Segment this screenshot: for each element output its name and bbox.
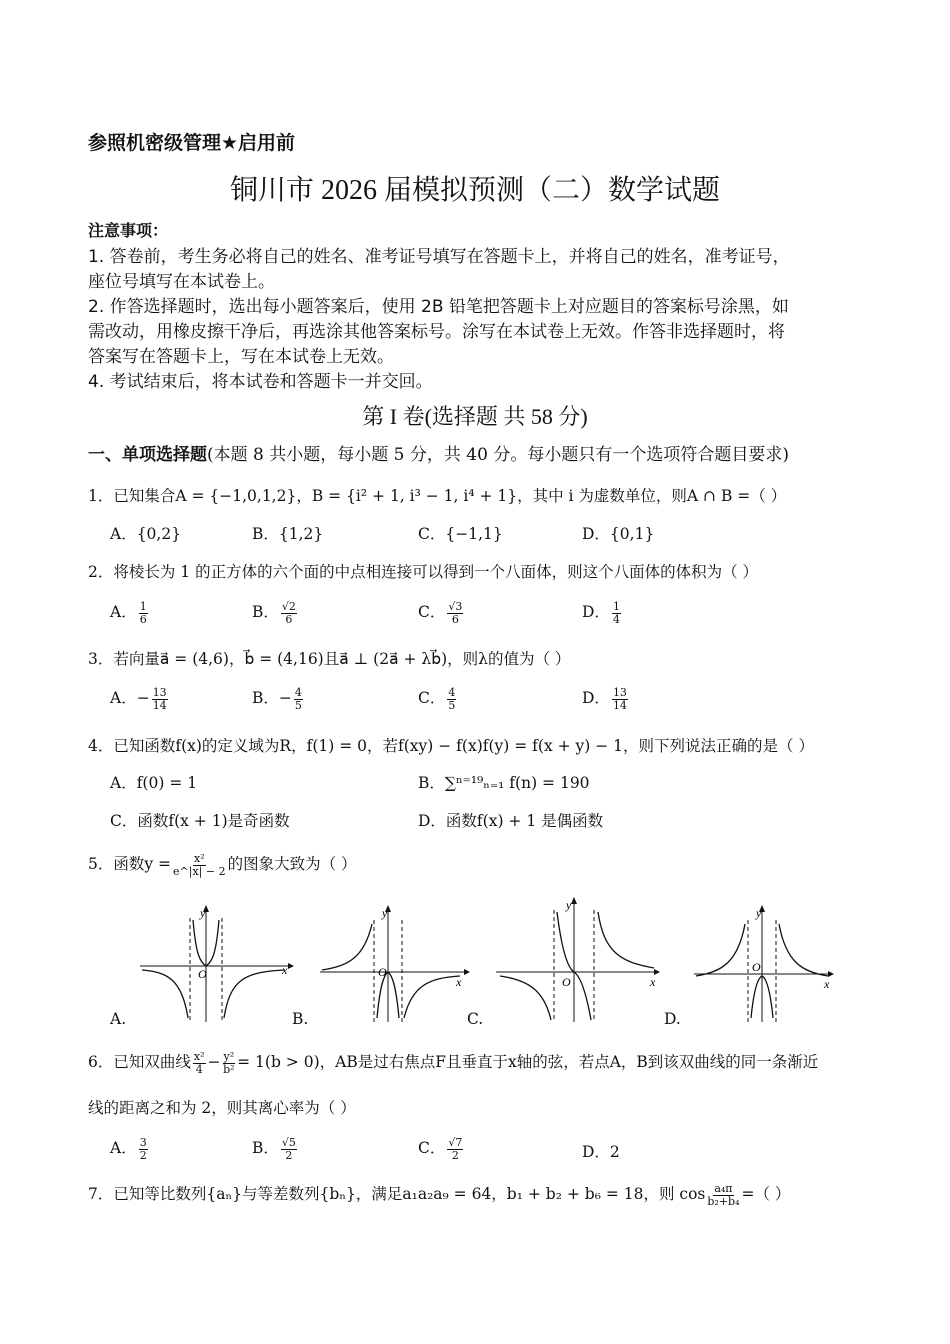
q4-option-c: C．函数f(x + 1)是奇函数	[110, 812, 290, 830]
question-2-stem: 2．将棱长为 1 的正方体的六个面的中点相连接可以得到一个八面体，则这个八面体的体积为（ ）	[88, 563, 759, 581]
q6-option-d: D．2	[582, 1143, 620, 1161]
origin-label: O	[378, 965, 387, 979]
curve-left-branch	[500, 976, 551, 1020]
question-6-stem: 6．已知双曲线 $\frac{\text{x²}}{4}$ − $\frac{\text{y²}}{\text{b²}}$ = 1(b > 0)，AB是过右焦点F且垂直于x轴的弦，若点A，B到该双曲线的同一条渐近	[88, 1049, 819, 1076]
section-title: 第 I 卷(选择题 共 58 分)	[362, 404, 588, 429]
note-2-cont: 需改动，用橡皮擦干净后，再选涂其他答案标号。涂写在本试卷上无效。作答非选择题时，将	[88, 322, 785, 342]
q6-option-a: A． $\frac{3}{2}$	[110, 1135, 147, 1162]
curve-left-branch	[142, 970, 188, 1018]
q3-option-d: D． $\frac{13}{14}$	[582, 685, 627, 712]
part-heading-desc: (本题 8 共小题，每小题 5 分，共 40 分。每小题只有一个选项符合题目要求)	[207, 445, 789, 465]
y-axis-label: y	[200, 906, 206, 920]
q2-option-b: B． $\frac{√2}{6}$	[252, 599, 296, 626]
x-axis-label: x	[456, 975, 462, 989]
part-heading	[88, 440, 789, 465]
q6-option-b: B． $\frac{√5}{2}$	[252, 1135, 296, 1162]
curve-right-branch	[779, 924, 828, 976]
q5-option-c: C.	[467, 1010, 484, 1028]
notes-heading: 注意事项：	[88, 221, 169, 240]
origin-label: O	[752, 960, 761, 974]
x-axis-label: x	[650, 975, 656, 989]
curve-right-branch	[598, 912, 654, 968]
q5-option-d: D.	[664, 1010, 681, 1028]
y-axis-label: y	[566, 898, 572, 912]
origin-label: O	[198, 967, 207, 981]
graph-option-b	[318, 900, 478, 1025]
curve-left-branch	[696, 924, 745, 976]
part-heading-label: 一、单项选择题	[88, 445, 207, 465]
note-1-cont: 座位号填写在本试卷上。	[88, 272, 275, 292]
y-axis-label: y	[756, 906, 762, 920]
q2-option-c: C． $\frac{√3}{6}$	[418, 599, 463, 626]
graph-option-c	[494, 892, 664, 1025]
q3-option-c: C． $\frac{4}{5}$	[418, 685, 456, 712]
question-4-stem: 4．已知函数f(x)的定义域为R，f(1) = 0，若f(xy) − f(x)f(y) = f(x + y) − 1，则下列说法正确的是（ ）	[88, 737, 814, 755]
q2-option-a: A． $\frac{1}{6}$	[110, 599, 147, 626]
x-axis-label: x	[824, 977, 830, 991]
q4-option-d: D．函数f(x) + 1 是偶函数	[418, 812, 604, 830]
q1-option-d: D．{0,1}	[582, 525, 655, 543]
origin-label: O	[562, 975, 571, 989]
curve-right-branch	[224, 970, 284, 1018]
question-5-stem: 5．函数y = $\frac{\text{x²}}{e\^{}|x| - 2}$ 的图象大致为（ ）	[88, 851, 357, 878]
graph-option-d	[692, 900, 842, 1025]
q4-option-a: A．f(0) = 1	[110, 774, 198, 792]
note-1: 1. 答卷前，考生务必将自己的姓名、准考证号填写在答题卡上，并将自己的姓名，准考证号，	[88, 247, 790, 267]
exam-title: 铜川市 2026 届模拟预测（二）数学试题	[229, 175, 720, 206]
question-6-stem-cont: 线的距离之和为 2，则其离心率为（ ）	[88, 1099, 356, 1117]
note-2: 2. 作答选择题时，选出每小题答案后，使用 2B 铅笔把答题卡上对应题目的答案标号涂黑，如	[88, 297, 789, 317]
confidentiality-label: 参照机密级管理★启用前	[88, 132, 296, 154]
q6-option-c: C． $\frac{√7}{2}$	[418, 1135, 463, 1162]
q2-option-d: D． $\frac{1}{4}$	[582, 599, 620, 626]
q3-option-b: B．− $\frac{4}{5}$	[252, 685, 302, 712]
x-axis-arrow	[288, 963, 294, 969]
q1-option-c: C．{−1,1}	[418, 525, 503, 543]
graph-option-a	[138, 900, 298, 1025]
x-axis-label: x	[282, 963, 288, 977]
q4-option-b: B．∑ⁿ⁼¹⁹ₙ₌₁ f(n) = 190	[418, 774, 590, 792]
x-axis-arrow	[464, 969, 470, 975]
question-3-stem: 3．若向量a⃗ = (4,6)，b⃗ = (4,16)且a⃗ ⊥ (2a⃗ + λb⃗)，则λ的值为（ ）	[88, 650, 571, 668]
note-4: 4. 考试结束后，将本试卷和答题卡一并交回。	[88, 372, 433, 392]
y-axis-label: y	[382, 906, 388, 920]
q5-option-a: A.	[110, 1010, 127, 1028]
question-7-stem: 7．已知等比数列{aₙ}与等差数列{bₙ}，满足a₁a₂a₉ = 64，b₁ + b₂ + b₆ = 18，则 cos $\frac{\text{a₄π}}{\text{b₂+b₄}}$ =（ ）	[88, 1181, 791, 1208]
question-1-stem: 1．已知集合A = {−1,0,1,2}，B = {i² + 1, i³ − 1, i⁴ + 1}，其中 i 为虚数单位，则A ∩ B =（ ）	[88, 487, 787, 505]
curve-right-branch	[404, 976, 460, 1018]
curve-left-branch	[322, 924, 372, 970]
q5-option-b: B.	[292, 1010, 309, 1028]
q3-option-a: A．− $\frac{13}{14}$	[110, 685, 167, 712]
q1-option-b: B．{1,2}	[252, 525, 324, 543]
y-axis-arrow	[571, 897, 577, 904]
q1-option-a: A．{0,2}	[110, 525, 182, 543]
note-2-cont2: 答案写在答题卡上，写在本试卷上无效。	[88, 347, 394, 367]
